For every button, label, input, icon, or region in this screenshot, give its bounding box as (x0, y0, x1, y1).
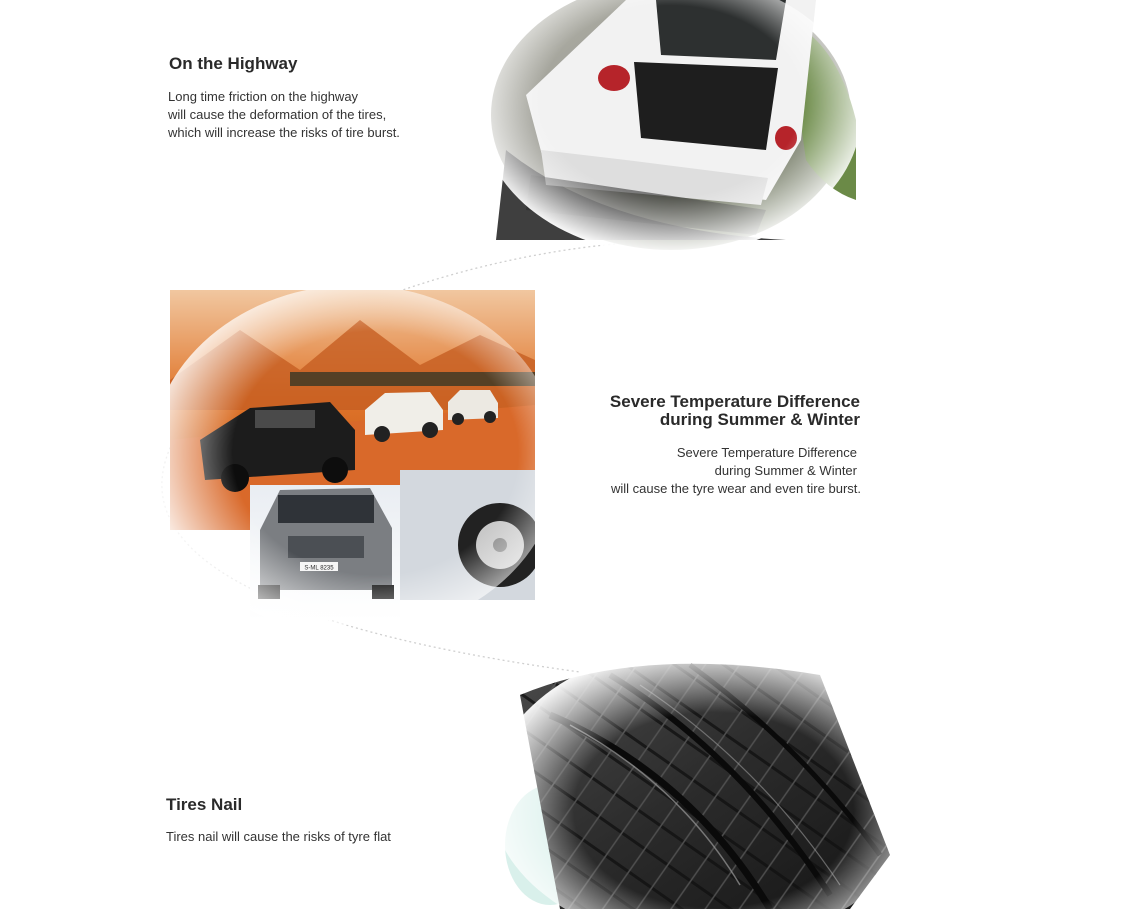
body-line: will cause the deformation of the tires, (168, 107, 387, 122)
body-line: Severe Temperature Difference (676, 445, 857, 460)
heading-line: during Summer & Winter (659, 410, 860, 429)
temperature-suvs-photo (160, 290, 535, 625)
highway-car-photo (486, 0, 861, 250)
heading-line: Severe Temperature Difference (609, 392, 860, 411)
section-body-highway (168, 88, 400, 142)
section-heading-tires-nail: Tires Nail (166, 795, 243, 814)
body-line: which will increase the risks of tire burst. (168, 125, 400, 140)
body-line: Tires nail will cause the risks of tyre flat (166, 829, 391, 844)
section-heading-temperature (560, 393, 860, 429)
section-body-tires-nail (166, 828, 391, 846)
body-line: during Summer & Winter (714, 463, 857, 478)
section-body-temperature (560, 444, 861, 498)
tire-tread-photo (490, 655, 900, 909)
section-heading-highway: On the Highway (169, 54, 298, 73)
body-line: Long time friction on the highway (168, 89, 359, 104)
body-line: will cause the tyre wear and even tire burst. (610, 481, 861, 496)
